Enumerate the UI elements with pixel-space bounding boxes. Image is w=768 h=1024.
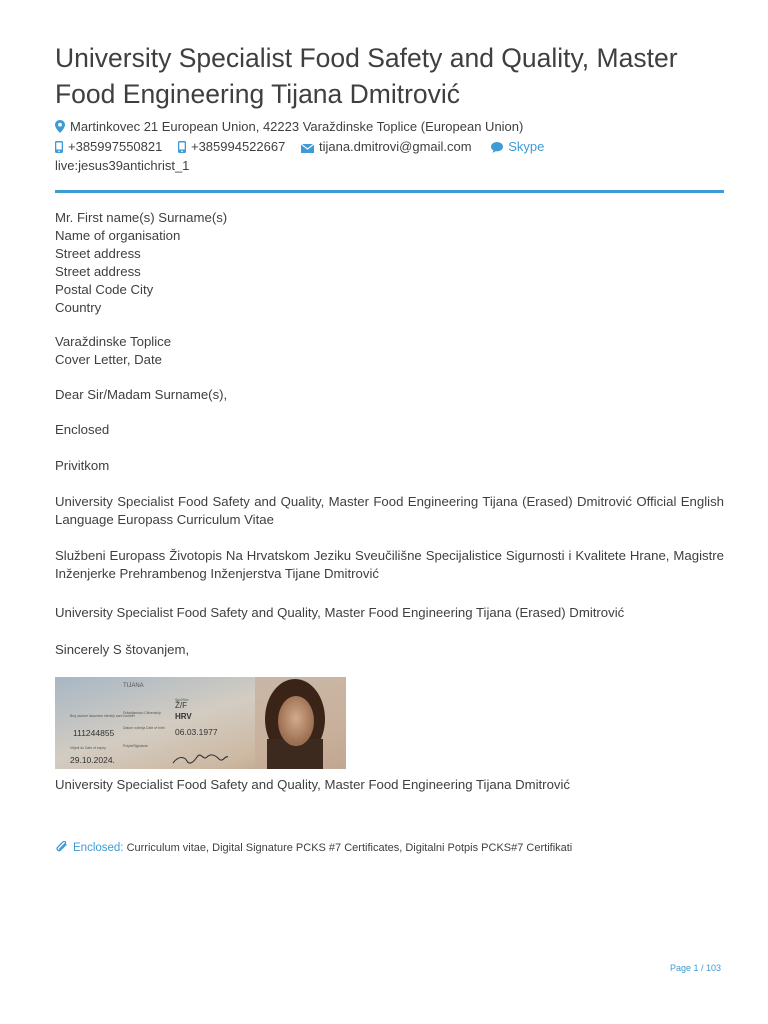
skype-label: Skype xyxy=(508,139,545,154)
mobile-phone-icon xyxy=(55,141,63,156)
date-label: Cover Letter, Date xyxy=(55,352,163,367)
paperclip-icon xyxy=(55,841,68,856)
speech-bubble-icon xyxy=(491,141,503,156)
page-number: Page 1 / 103 xyxy=(669,963,721,973)
paragraph-cv-english: University Specialist Food Safety and Quality, Master Food Engineering Tijana (Erased) Dmitrović Official English Language Europass Curriculum Vitae xyxy=(55,494,724,527)
paragraph-cv-croatian: Službeni Europass Životopis Na Hrvatskom Jeziku Sveučilišne Specijalistice Sigurnosti i Kvalitete Hrane, Magistre Inženjerke Prehrambenog Inženjerstva Tijane Dmitrović xyxy=(55,548,724,581)
map-pin-icon xyxy=(55,120,65,136)
document-title xyxy=(55,40,745,112)
phone-2-text: +385994522667 xyxy=(190,139,286,154)
recipient-address xyxy=(55,209,724,317)
card-expiry-label: Vrijedi do Date of expiry xyxy=(70,746,106,750)
card-expiry: 29.10.2024. xyxy=(70,755,115,765)
recipient-line: Country xyxy=(55,300,102,315)
contact-row xyxy=(55,139,556,156)
closing: Sincerely S štovanjem, xyxy=(55,642,190,657)
recipient-line: Postal Code City xyxy=(55,282,154,297)
recipient-line: Mr. First name(s) Surname(s) xyxy=(55,210,228,225)
card-citizenship-label: Državljanstvo Citizenship xyxy=(123,711,161,715)
card-id-number: 111244855 xyxy=(73,728,115,738)
enclosed-label: Enclosed: xyxy=(73,842,124,854)
paragraph-enclosed: Enclosed xyxy=(55,422,110,437)
paragraph-cv-name: University Specialist Food Safety and Quality, Master Food Engineering Tijana (Erased) Dmitrović xyxy=(55,605,625,620)
recipient-line: Street address xyxy=(55,264,141,279)
title-line-2: Food Engineering Tijana Dmitrović xyxy=(55,79,461,109)
card-signature-label: Potpis/Signature xyxy=(123,744,148,748)
address-row xyxy=(55,119,523,136)
card-id-label: Broj osobne iskaznice Identity card number xyxy=(70,714,135,718)
address-text: Martinkovec 21 European Union, 42223 Varaždinske Toplice (European Union) xyxy=(70,119,524,134)
envelope-icon xyxy=(301,141,314,156)
card-sex-label: Spol/Sex xyxy=(175,698,189,702)
title-line-1: University Specialist Food Safety and Quality, Master xyxy=(55,43,678,73)
card-dob-label: Datum rođenja Date of birth xyxy=(123,726,165,730)
email-link[interactable] xyxy=(301,139,472,156)
salutation: Dear Sir/Madam Surname(s), xyxy=(55,387,228,402)
place: Varaždinske Toplice xyxy=(55,334,172,349)
skype-link[interactable] xyxy=(491,139,544,156)
enclosed-items: Curriculum vitae, Digital Signature PCKS #7 Certificates, Digitalni Potpis PCKS#7 Certifikati xyxy=(126,842,573,854)
card-sex: Ž/F xyxy=(175,701,187,710)
recipient-line: Name of organisation xyxy=(55,228,181,243)
phone-1-text: +385997550821 xyxy=(68,139,163,154)
phone-1[interactable] xyxy=(55,139,162,156)
place-date xyxy=(55,333,724,369)
card-name: TIJANA xyxy=(123,683,144,689)
recipient-line: Street address xyxy=(55,246,141,261)
header-divider xyxy=(55,190,724,193)
card-citizenship: HRV xyxy=(175,712,192,721)
enclosures xyxy=(55,841,572,856)
mobile-phone-icon xyxy=(178,141,186,156)
phone-2[interactable] xyxy=(178,139,285,156)
paragraph-privitkom: Privitkom xyxy=(55,458,110,473)
signature-name: University Specialist Food Safety and Quality, Master Food Engineering Tijana Dmitrović xyxy=(55,777,571,792)
email-text: tijana.dmitrovi@gmail.com xyxy=(318,139,472,154)
card-dob: 06.03.1977 xyxy=(175,727,218,737)
id-card-image xyxy=(55,677,346,769)
skype-id: live:jesus39antichrist_1 xyxy=(55,158,190,173)
